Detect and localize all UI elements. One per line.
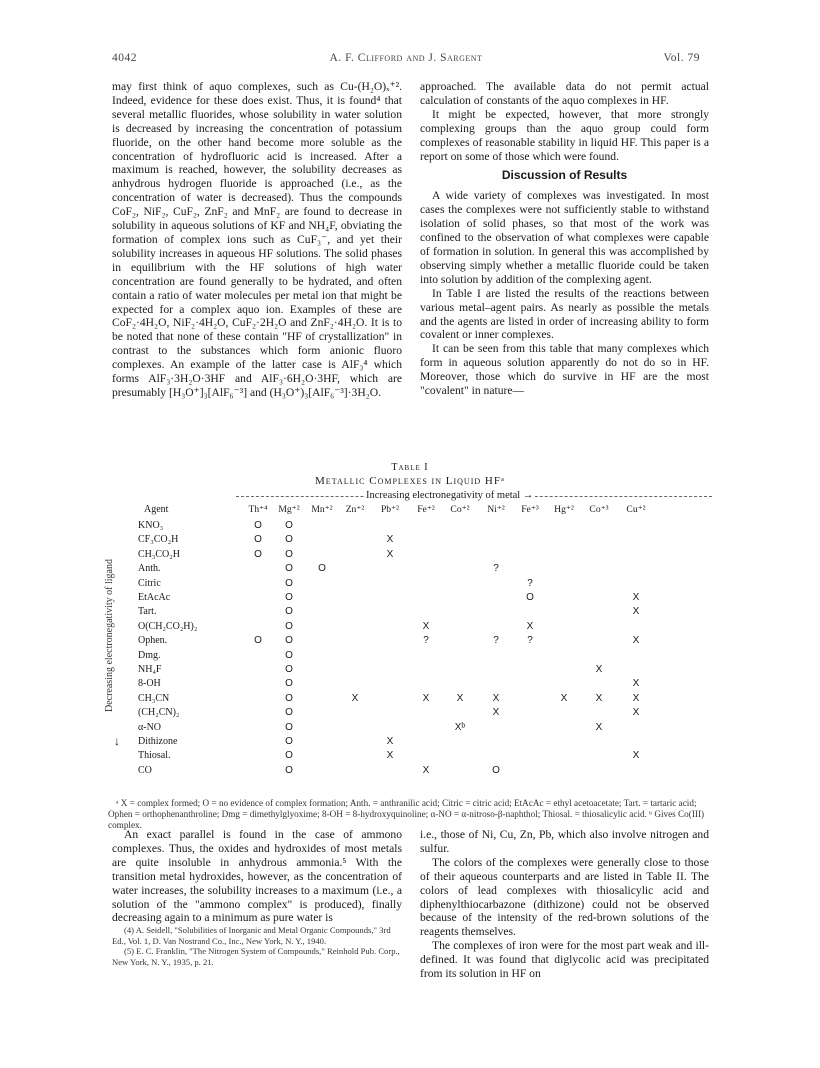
footnote: (4) A. Seidell, "Solubilities of Inorganic and Metal Organic Compounds," 3rd Ed., Vol. 1, D. Van Nostrand Co., Inc., New York, N. Y., 1940. xyxy=(112,925,391,946)
table-cell: O xyxy=(254,635,262,647)
metal-header: Cu⁺² xyxy=(626,504,646,515)
table-cell: O xyxy=(285,721,293,733)
table-cell: X xyxy=(632,635,640,647)
agent-name: CH₃CO₂H xyxy=(138,548,180,560)
paragraph: may first think of aquo complexes, such as Cu-(H₂O)ₓ⁺². Indeed, evidence for these does exist. Thus, it is found⁴ that several metallic fluorides, whose solubility in water solution is decreased by increasing the concentration of potassium fluoride, on the other hand become more soluble as the concentration of hydrofluoric acid is increased. After a maximum is reached, however, the solubility decreases as anhydrous hydrogen fluoride is approached (i.e., as the concentration of water is decreased). Thus the compounds CoF₂, NiF₂, CuF₂, ZnF₂ and MnF₂ are found to decrease in solubility in aqueous solutions of KF and NH₄F, obviating the formation of complex ions such as CuF₃⁻, and yet their solubility increases in aqueous HF solutions. The solid phases in equilibrium with the HF solutions of high water concentration are found generally to be hydrated, and often contain a ratio of water molecules per metal ion that might be expected for a complex aquo ion. Examples of these are CoF₂·4H₂O, NiF₂·4H₂O, CuF₂·2H₂O and ZnF₂·4H₂O. It is to be noted that none of these contain "HF of crystallization" in contrast to the substances which form anionic fluoro complexes. An example of the latter case is AlF₃⁴ which forms AlF₃·3H₂O·3HF and AlF₃·6H₂O·3HF, which are presumably [H₃O⁺]₃[AlF₆⁻³] and (H₃O⁺)₃[AlF₆⁻³]·3H₂O. xyxy=(112,80,402,399)
table-cell: O xyxy=(285,678,293,690)
paragraph: A wide variety of complexes was investigated. In most cases the complexes were not sufficiently stable to withstand isolation of solid phases, so that most of the work was confined to the observation of what complexes were capable of formation in solution. In general this was accomplished by observing simply whether a metallic fluoride could be taken into solution by addition of the complexing agent. xyxy=(420,189,709,286)
table-row xyxy=(108,750,712,762)
table-cell: O xyxy=(318,563,326,575)
agent-name: Anth. xyxy=(138,563,161,575)
table-cell: O xyxy=(285,664,293,675)
table-cell: X xyxy=(632,606,640,618)
top-left-column xyxy=(112,80,402,400)
table-cell: O xyxy=(285,620,293,632)
table-cell: O xyxy=(285,577,293,589)
table-cell: X xyxy=(386,534,394,546)
table-cell: X xyxy=(386,736,394,747)
table-cell: ? xyxy=(527,635,533,647)
metal-header: Fe⁺³ xyxy=(521,504,539,515)
table-cell: X xyxy=(595,692,603,704)
paragraph: It might be expected, however, that more strongly complexing groups than the aquo group could form complexes of reasonable stability in liquid HF. This paper is a report on some of those which were found. xyxy=(420,107,709,163)
top-right-column xyxy=(420,80,709,398)
volume-label: Vol. 79 xyxy=(663,52,700,64)
agent-name: EtAcAc xyxy=(138,592,171,603)
table-cell: X xyxy=(386,548,394,560)
agent-name: Ophen. xyxy=(138,635,168,647)
agent-name: CF₃CO₂H xyxy=(138,534,179,546)
table-cell: O xyxy=(285,548,293,560)
table-cell: X xyxy=(526,620,534,632)
table-row xyxy=(108,549,712,561)
metal-header: Zn⁺² xyxy=(345,504,365,515)
table-1 xyxy=(104,462,712,830)
footnote: (5) E. C. Franklin, "The Nitrogen System of Compounds," Reinhold Pub. Corp., New York, N. Y., 1935, p. 21. xyxy=(112,946,400,967)
paragraph: i.e., those of Ni, Cu, Zn, Pb, which also involve nitrogen and sulfur. xyxy=(420,828,709,855)
agent-name: Dithizone xyxy=(138,736,178,747)
agent-name: α-NO xyxy=(138,721,162,733)
table-cell: X xyxy=(632,692,640,704)
table-cell: O xyxy=(285,635,293,647)
table-cell: ? xyxy=(493,635,499,647)
table-cell: O xyxy=(254,534,262,546)
agent-name: (CH₂CN)₂ xyxy=(138,707,180,719)
metal-header: Hg⁺² xyxy=(554,504,574,515)
table-cell: X xyxy=(456,692,464,704)
table-cell: X xyxy=(386,750,394,762)
table-cell: O xyxy=(285,592,293,603)
table-row xyxy=(108,578,712,590)
metal-header: Mn⁺² xyxy=(311,504,333,515)
table-cell: X xyxy=(595,664,603,675)
table-row xyxy=(108,592,712,604)
paragraph: The colors of the complexes were generally close to those of their aqueous counterparts and are listed in Table II. The colors of lead complexes with thiosalicylic acid and diphenylthiocarbazone (dithizone) could not be observed because of the intensity of the red-brown solutions of the reagents themselves. xyxy=(420,855,709,939)
agent-name: CH₃CN xyxy=(138,692,170,704)
table-row xyxy=(108,678,712,690)
table-row xyxy=(108,707,712,719)
table-row xyxy=(108,635,712,647)
table-cell: X xyxy=(492,692,500,704)
table-cell: O xyxy=(492,764,500,776)
agent-name: CO xyxy=(138,764,152,776)
table-cell: O xyxy=(285,750,293,762)
bottom-right-column xyxy=(420,828,709,981)
agent-name: NH₄F xyxy=(138,664,162,675)
agent-name: 8-OH xyxy=(138,678,161,690)
table-cell: ? xyxy=(527,577,533,589)
table-cell: O xyxy=(285,692,293,704)
agent-column-header: Agent xyxy=(144,504,169,515)
agent-name: Thiosal. xyxy=(138,750,171,762)
table-row xyxy=(108,606,712,618)
table-cell: O xyxy=(285,649,293,661)
table-row xyxy=(108,520,712,532)
table-cell: O xyxy=(285,736,293,747)
table-cell: X xyxy=(560,692,568,704)
table-cell: X xyxy=(351,692,359,704)
table-label: Table I xyxy=(391,462,429,473)
table-cell: O xyxy=(285,764,293,776)
table-cell: ? xyxy=(493,563,499,575)
down-arrow-icon: ↓ xyxy=(114,734,120,748)
metal-axis-label: Increasing electronegativity of metal → xyxy=(366,490,534,501)
paragraph: In Table I are listed the results of the reactions between various metal–agent pairs. As nearly as possible the metals and the agents are listed in order of increasing ability to form covalent or inner complexes. xyxy=(420,286,709,342)
agent-name: O(CH₂CO₂H)₂ xyxy=(138,620,198,632)
table-row xyxy=(108,693,712,705)
table-cell: X xyxy=(632,592,640,603)
table-row xyxy=(108,664,712,676)
table-row xyxy=(108,722,712,734)
table-header-row xyxy=(108,504,712,518)
agent-name: KNO₃ xyxy=(138,520,164,531)
section-heading: Discussion of Results xyxy=(501,168,628,183)
table-cell: X xyxy=(492,707,500,719)
running-authors: A. F. Clifford and J. Sargent xyxy=(329,52,483,64)
table-cell: O xyxy=(285,563,293,575)
table-cell: O xyxy=(285,534,293,546)
table-cell: ? xyxy=(423,635,429,647)
table-cell: O xyxy=(526,592,534,603)
table-cell: O xyxy=(254,520,262,531)
table-footnote: ᵃ X = complex formed; O = no evidence of complex formation; Anth. = anthranilic acid; Citric = citric acid; EtAcAc = ethyl acetoacetate; Tart. = tartaric acid; Ophen = orthophenanthroline; Dmg = dimethylglyoxime; 8-OH = 8-hydroxyquinoline; α-NO = α-nitroso-β-naphthol; Thiosal. = thiosalicylic acid. ᵇ Gives Co(III) complex. xyxy=(108,798,705,830)
table-row xyxy=(108,534,712,546)
page-number: 4042 xyxy=(112,52,137,64)
paragraph: An exact parallel is found in the case of ammono complexes. Thus, the oxides and hydroxides of most metals are quite insoluble in anhydrous ammonia.⁵ With the transition metal hydroxides, however, as the concentration of water increases, the solubility increases to a maximum (i.e., a solution of the "ammono complex" is produced), finally decreasing again to a minimum as pure water is xyxy=(112,828,402,925)
bottom-left-column xyxy=(112,828,402,967)
table-row xyxy=(108,621,712,633)
metal-header: Mg⁺² xyxy=(278,504,300,515)
metal-header: Fe⁺² xyxy=(417,504,435,515)
metal-header: Th⁺⁴ xyxy=(248,504,268,515)
table-row xyxy=(108,765,712,777)
table-row xyxy=(108,563,712,575)
agent-name: Tart. xyxy=(138,606,157,618)
ligand-axis-label: Decreasing electronegativity of ligand xyxy=(104,559,115,712)
paragraph: approached. The available data do not permit actual calculation of constants of the aquo complexes in HF. xyxy=(420,80,709,107)
page-header xyxy=(112,52,700,68)
table-row xyxy=(108,736,712,748)
table-cell: O xyxy=(254,548,262,560)
agent-name: Citric xyxy=(138,577,161,589)
metal-axis-arrow xyxy=(236,490,712,502)
table-cell: X xyxy=(422,764,430,776)
metal-header: Co⁺² xyxy=(450,504,470,515)
table-cell: X xyxy=(632,707,640,719)
table-cell: X xyxy=(595,721,603,733)
table-title: Metallic Complexes in Liquid HFᵃ xyxy=(315,475,505,487)
table-cell: O xyxy=(285,707,293,719)
paragraph: It can be seen from this table that many complexes which form in aqueous solution apparently do not do so in HF. Moreover, those which do survive in HF are the most "covalent" in nature— xyxy=(420,342,709,398)
table-cell: X xyxy=(632,678,640,690)
table-cell: Xᵇ xyxy=(454,721,466,733)
metal-header: Co⁺³ xyxy=(589,504,609,515)
metal-header: Ni⁺² xyxy=(487,504,505,515)
metal-header: Pb⁺² xyxy=(380,504,400,515)
table-cell: X xyxy=(632,750,640,762)
table-cell: X xyxy=(422,692,430,704)
table-cell: X xyxy=(422,620,430,632)
paragraph: The complexes of iron were for the most part weak and ill-defined. It was found that diglycolic acid was precipitated from its solution in HF on xyxy=(420,939,709,981)
table-cell: O xyxy=(285,606,293,618)
table-cell: O xyxy=(285,520,293,531)
agent-name: Dmg. xyxy=(138,649,161,661)
table-row xyxy=(108,650,712,662)
